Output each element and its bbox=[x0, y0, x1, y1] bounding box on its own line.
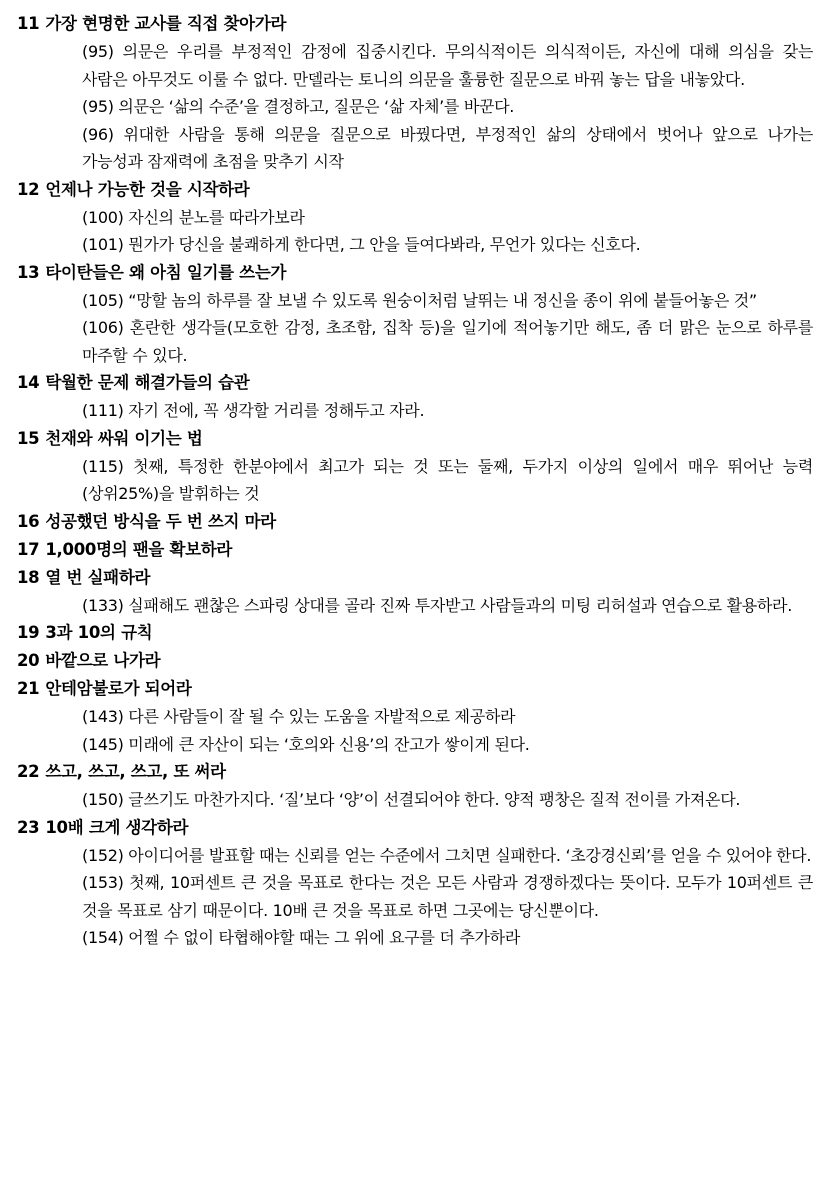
paragraph: (106) 혼란한 생각들(모호한 감정, 초조함, 집착 등)을 일기에 적어놓기만 해도, 좀 더 맑은 눈으로 하루를 마주할 수 있다. bbox=[82, 318, 813, 365]
section-number: 11 bbox=[17, 14, 40, 33]
paragraph: (96) 위대한 사람을 통해 의문을 질문으로 바꿨다면, 부정적인 삶의 상태에서 벗어나 앞으로 나가는 가능성과 잠재력에 초점을 맞추기 시작 bbox=[82, 124, 813, 171]
section-heading bbox=[17, 508, 813, 536]
paragraph: (101) 뭔가가 당신을 불쾌하게 한다면, 그 안을 들여다봐라, 무언가 있다는 신호다. bbox=[82, 235, 641, 254]
paragraph: (95) 의문은 우리를 부정적인 감정에 집중시킨다. 무의식적이든 의식적이든, 자신에 대해 의심을 갖는 사람은 아무것도 이룰 수 없다. 만델라는 토니의 의문을 훌륭한 질문으로 바꿔 놓는 답을 내놓았다. bbox=[82, 42, 813, 89]
section bbox=[17, 647, 813, 675]
section-number: 13 bbox=[17, 262, 40, 282]
section-title: 성공했던 방식을 두 번 쓰지 마라 bbox=[45, 511, 276, 531]
section bbox=[17, 675, 813, 758]
section-heading bbox=[17, 619, 813, 647]
section-title: 천재와 싸워 이기는 법 bbox=[45, 428, 203, 448]
section bbox=[17, 259, 813, 370]
section-heading bbox=[17, 814, 813, 842]
section-number: 19 bbox=[17, 623, 40, 642]
section-title: 열 번 실패하라 bbox=[45, 567, 151, 587]
paragraph: (143) 다른 사람들이 잘 될 수 있는 도움을 자발적으로 제공하라 bbox=[82, 707, 516, 726]
section-title: 가장 현명한 교사를 직접 찾아가라 bbox=[45, 14, 287, 33]
section-number: 12 bbox=[17, 179, 40, 199]
section-number: 20 bbox=[17, 651, 40, 670]
section-heading bbox=[17, 536, 813, 564]
paragraph: (152) 아이디어를 발표할 때는 신뢰를 얻는 수준에서 그치면 실패한다. ‘초강경신뢰’를 얻을 수 있어야 한다. bbox=[82, 845, 812, 865]
section bbox=[17, 10, 813, 176]
section bbox=[17, 176, 813, 259]
section-title: 10배 크게 생각하라 bbox=[45, 817, 189, 837]
section bbox=[17, 619, 813, 647]
section-number: 15 bbox=[17, 428, 40, 448]
paragraph: (111) 자기 전에, 꼭 생각할 거리를 정해두고 자라. bbox=[82, 401, 425, 420]
section-number: 21 bbox=[17, 679, 40, 698]
section-heading bbox=[17, 259, 813, 287]
section-heading bbox=[17, 176, 813, 204]
section bbox=[17, 536, 813, 564]
section-number: 18 bbox=[17, 567, 40, 587]
section-number: 23 bbox=[17, 817, 40, 837]
paragraph: (100) 자신의 분노를 따라가보라 bbox=[82, 207, 305, 227]
paragraph: (115) 첫째, 특정한 한분야에서 최고가 되는 것 또는 둘째, 두가지 이상의 일에서 매우 뛰어난 능력(상위25%)을 발휘하는 것 bbox=[82, 456, 813, 503]
section-number: 16 bbox=[17, 511, 40, 531]
section-number: 14 bbox=[17, 373, 40, 392]
paragraph: (153) 첫째, 10퍼센트 큰 것을 목표로 한다는 것은 모든 사람과 경쟁하겠다는 뜻이다. 모두가 10퍼센트 큰 것을 목표로 삼기 때문이다. 10배 큰 것을 목표로 하면 그곳에는 당신뿐이다. bbox=[82, 873, 813, 920]
section bbox=[17, 425, 813, 508]
section-title: 쓰고, 쓰고, 쓰고, 또 써라 bbox=[45, 762, 226, 781]
section-title: 3과 10의 규칙 bbox=[45, 623, 153, 642]
section bbox=[17, 369, 813, 425]
paragraph: (95) 의문은 ‘삶의 수준’을 결정하고, 질문은 ‘삶 자체’를 바꾼다. bbox=[82, 97, 515, 116]
section bbox=[17, 564, 813, 620]
section bbox=[17, 814, 813, 952]
section-heading bbox=[17, 758, 813, 786]
paragraph: (105) “망할 놈의 하루를 잘 보낼 수 있도록 원숭이처럼 날뛰는 내 정신을 종이 위에 붙들어놓은 것” bbox=[82, 290, 757, 310]
section bbox=[17, 508, 813, 536]
section-title: 1,000명의 팬을 확보하라 bbox=[45, 539, 233, 559]
section-heading bbox=[17, 675, 813, 703]
section-title: 안테암불로가 되어라 bbox=[45, 679, 192, 698]
section-heading bbox=[17, 564, 813, 592]
paragraph: (154) 어쩔 수 없이 타협해야할 때는 그 위에 요구를 더 추가하라 bbox=[82, 928, 520, 947]
paragraph: (150) 글쓰기도 마찬가지다. ‘질’보다 ‘양’이 선결되어야 한다. 양적 팽창은 질적 전이를 가져온다. bbox=[82, 790, 741, 809]
section-number: 17 bbox=[17, 539, 40, 559]
section-heading bbox=[17, 425, 813, 453]
section-title: 탁월한 문제 해결가들의 습관 bbox=[45, 373, 250, 392]
section-heading bbox=[17, 647, 813, 675]
section-title: 타이탄들은 왜 아침 일기를 쓰는가 bbox=[45, 262, 287, 282]
section-number: 22 bbox=[17, 762, 40, 781]
section-title: 바깥으로 나가라 bbox=[45, 651, 161, 670]
section-heading bbox=[17, 10, 813, 38]
paragraph: (133) 실패해도 괜찮은 스파링 상대를 골라 진짜 투자받고 사람들과의 미팅 리허설과 연습으로 활용하라. bbox=[82, 595, 792, 615]
section-heading bbox=[17, 369, 813, 397]
paragraph: (145) 미래에 큰 자산이 되는 ‘호의와 신용’의 잔고가 쌓이게 된다. bbox=[82, 734, 530, 754]
section bbox=[17, 758, 813, 814]
section-title: 언제나 가능한 것을 시작하라 bbox=[45, 179, 250, 199]
